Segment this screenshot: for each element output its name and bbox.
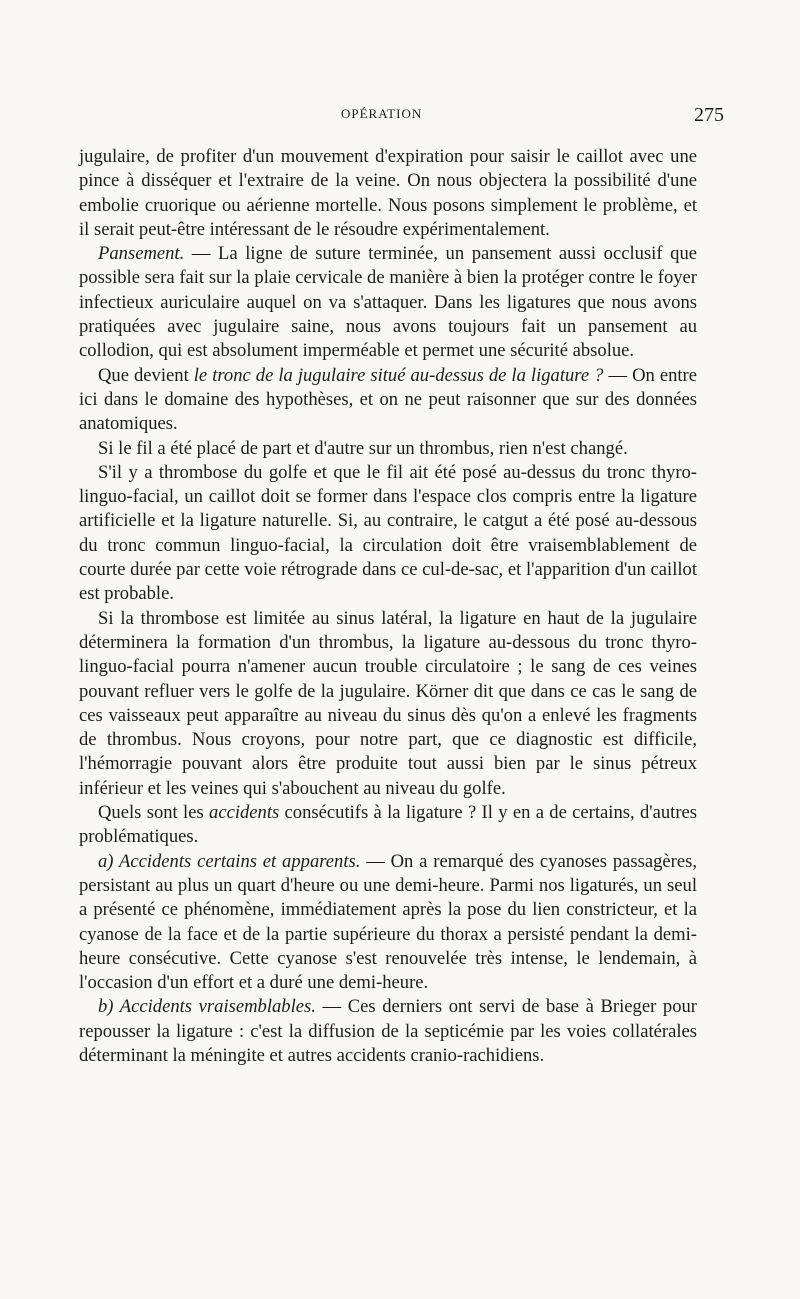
paragraph-heading: a) Accidents certains et apparents.: [98, 850, 361, 872]
paragraph-fil-thrombus: [79, 437, 697, 461]
body-text: [79, 145, 697, 1068]
page-header: [0, 104, 800, 130]
paragraph-heading: Pansement.: [98, 243, 185, 265]
paragraph-accidents-vraisemblables: [79, 995, 697, 1068]
page-number: 275: [694, 104, 724, 126]
paragraph-text: Si le fil a été placé de part et d'autre sur un thrombus, rien n'est changé.: [98, 437, 628, 459]
paragraph-accidents: [79, 801, 697, 850]
paragraph-text: S'il y a thrombose du golfe et que le fil ait été posé au-dessus du tronc thyro-linguo-facial, un caillot doit se former dans l'espace clos compris entre la ligature artificielle et la ligature naturelle. Si, au contraire, le catgut a été posé au-dessous du tronc commun linguo-facial, la circulation doit être vraisemblablement de courte durée par cette voie rétrograde dans ce cul-de-sac, et l'apparition d'un caillot est probable.: [79, 461, 697, 605]
paragraph-text: — On a remarqué des cyanoses passagères, persistant au plus un quart d'heure ou une demi-heure. Parmi nos ligaturés, un seul a présenté ce phénomène, immédiatement après la pose du lien constricteur, et la cyanose de la face et de la partie supérieure du thorax a persisté pendant la demi-heure consécutive. Cette cyanose s'est renouvelée très intense, le lendemain, à l'occasion d'un effort et a duré une demi-heure.: [79, 850, 697, 994]
paragraph-thrombose-golfe: [79, 461, 697, 607]
paragraph-text: — On entre ici dans le domaine des hypothèses, et on ne peut raisonner que sur des données anatomiques.: [79, 364, 697, 435]
paragraph-intro: Quels sont les: [98, 802, 210, 824]
running-title: OPÉRATION: [341, 106, 423, 121]
paragraph-text: jugulaire, de profiter d'un mouvement d'expiration pour saisir le caillot avec une pince à disséquer et l'extraire de la veine. On nous objectera la possibilité d'une embolie cruorique ou aérienne mortelle. Nous posons simplement le problème, et il serait peut-être intéressant de le résoudre expérimentalement.: [79, 146, 697, 240]
paragraph-text: consécutifs à la ligature ? Il y en a de certains, d'autres problématiques.: [79, 802, 697, 848]
paragraph-text: Si la thrombose est limitée au sinus latéral, la ligature en haut de la jugulaire déterminera la formation d'un thrombus, la ligature au-dessous du tronc thyro-linguo-facial pourra n'amener aucun trouble circulatoire ; le sang de ces veines pouvant refluer vers le golfe de la jugulaire. Körner dit que dans ce cas le sang de ces vaisseaux peut apparaître au niveau du sinus dès qu'on a enlevé les fragments de thrombus. Nous croyons, pour notre part, que ce diagnostic est difficile, l'hémorragie pouvant alors être produite tout aussi bien par le sinus pétreux inférieur et les veines qui s'abouchent au niveau du golfe.: [79, 607, 697, 799]
paragraph-tronc-jugulaire: [79, 364, 697, 437]
paragraph-heading: le tronc de la jugulaire situé au-dessus de la ligature ?: [193, 364, 604, 386]
paragraph-heading: accidents: [209, 802, 280, 824]
paragraph-heading: b) Accidents vraisemblables.: [98, 996, 316, 1018]
paragraph-thrombose-sinus: [79, 607, 697, 801]
paragraph-text: — La ligne de suture terminée, un pansement aussi occlusif que possible sera fait sur la plaie cervicale de manière à bien la protéger contre le foyer infectieux auriculaire auquel on va s'attaquer. Dans les ligatures que nous avons pratiquées avec jugulaire saine, nous avons toujours fait un pansement au collodion, qui est absolument imperméable et permet une sécurité absolue.: [79, 243, 697, 362]
paragraph-text: — Ces derniers ont servi de base à Brieger pour repousser la ligature : c'est la diffusion de la septicémie par les voies collatérales déterminant la méningite et autres accidents cranio-rachidiens.: [79, 996, 697, 1066]
paragraph-continued: [79, 145, 697, 242]
paragraph-pansement: [79, 242, 697, 363]
paragraph-intro: Que devient: [98, 364, 194, 386]
paragraph-accidents-certains: [79, 850, 697, 996]
